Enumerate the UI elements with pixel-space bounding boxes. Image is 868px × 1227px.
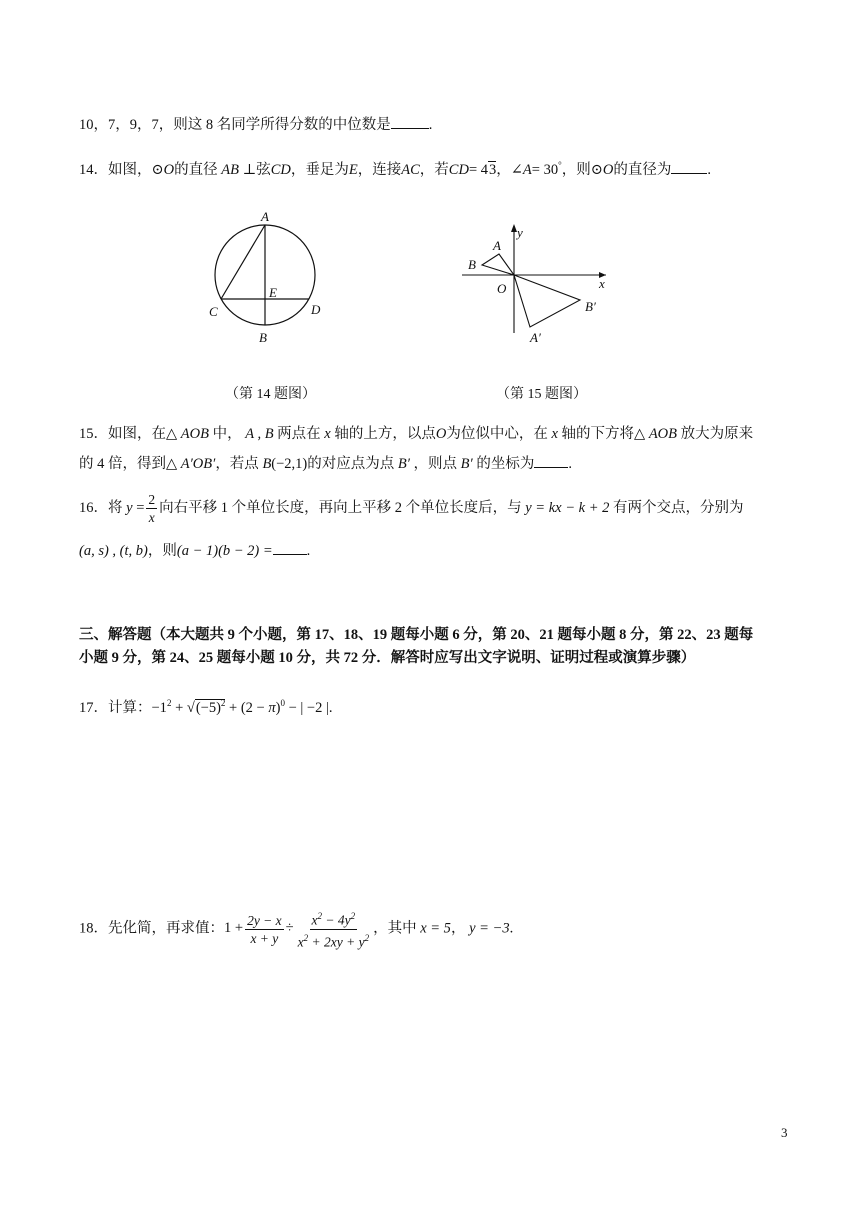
var-cd2: CD (448, 161, 469, 178)
q15-part: ，若点 (215, 456, 259, 472)
q14-part: ⊥弦 (242, 161, 271, 178)
fraction (146, 491, 157, 526)
q15-part: 为位似中心，在 (446, 426, 548, 442)
label-o: O (497, 281, 507, 296)
q15-line1 (79, 424, 753, 444)
answer-blank (671, 159, 707, 174)
q13-tail (79, 114, 432, 135)
frac-denominator: x (148, 510, 155, 526)
page-number: 3 (781, 1125, 788, 1140)
q17-end: . (328, 699, 333, 716)
q14-part: ，连接 (357, 161, 402, 178)
answer-blank (534, 453, 568, 468)
var-ab: AB (217, 161, 243, 178)
var-a-b: A , B (241, 426, 278, 442)
q16-line2 (79, 540, 310, 561)
q15-part: 中， (212, 426, 242, 442)
sqrt-value: 3 (489, 161, 497, 178)
y-value: y = −3 (469, 920, 510, 937)
var-y: y (122, 500, 137, 516)
q14-part: ，垂足为 (290, 161, 349, 178)
q14-part: 的直径 (174, 161, 218, 178)
q14-text (79, 155, 711, 180)
label-e: E (269, 285, 277, 300)
q14-part: 的直径为 (613, 161, 672, 178)
figure-14-circle (195, 205, 335, 350)
label-y: y (517, 225, 523, 240)
x-value: x = 5 (420, 920, 451, 937)
degree-sign: ° (558, 160, 562, 170)
label-d: D (311, 302, 321, 317)
q18-part: ，其中 (373, 920, 417, 937)
var-aob: AOB (177, 426, 213, 442)
expression: (a − 1)(b − 2) = (176, 543, 273, 559)
section-3-heading-line2: 小题 9 分，第 24、25 题每小题 10 分，共 72 分．解答时应写出文字说明、证明过程或演算步骤） (79, 650, 696, 666)
figure-15-coordinate (462, 220, 612, 350)
q16-part: 16．将 (79, 500, 123, 516)
frac-numerator: 2 (148, 492, 156, 508)
q16-part: 向右平移 1 个单位长度，再向上平移 2 个单位长度后，与 (159, 500, 522, 516)
var-e: E (348, 161, 358, 178)
q15-end: . (568, 456, 572, 472)
var-aob-prime: A′OB′ (177, 456, 216, 472)
q17-line (79, 693, 333, 718)
label-b: B (468, 257, 476, 272)
intersection-points: (a, s) , (t, b) (79, 543, 148, 559)
q13-text: 10，7，9，7，则这 8 名同学所得分数的中位数是 (79, 117, 391, 133)
q15-part: 放大为原来 (680, 426, 754, 442)
label-x: x (599, 276, 605, 291)
var-aob2: AOB (645, 426, 681, 442)
figure-14-caption: （第 14 题图） (225, 387, 316, 402)
q15-part: ，则点 (413, 456, 458, 472)
answer-blank (273, 540, 307, 555)
q17-expression: $-1^2 + √(-5)^2 + (2 - \pi)^0$ − | −2 | (151, 698, 329, 716)
section-3-heading-line1: 三、解答题（本大题共 9 个小题，第 17、18、19 题每小题 6 分，第 20、21 题每小题 8 分，第 22、23 题每 (79, 627, 754, 643)
var-x: x (320, 426, 335, 442)
q15-part: 两点在 (277, 426, 321, 442)
q15-part: 的对应点为点 (307, 456, 395, 472)
q14-part: = 4 (468, 161, 489, 178)
label-b-prime: B′ (585, 299, 596, 314)
label-a: A (261, 209, 269, 224)
figure-15-caption: （第 15 题图） (496, 387, 587, 402)
q14-part: ，∠ (496, 161, 523, 178)
var-o2: O (602, 161, 614, 178)
q14-part: 14．如图，⊙ (79, 161, 164, 178)
answer-blank (391, 114, 429, 129)
var-b: B (258, 456, 272, 472)
q14-part: = 30 (531, 161, 559, 178)
label-a-prime: A′ (530, 330, 541, 345)
q17-label: 17．计算： (79, 699, 152, 716)
q15-part: 轴的下方将△ (561, 426, 646, 442)
q16-end: . (306, 543, 311, 559)
q15-line2 (79, 453, 572, 474)
var-o: O (163, 161, 175, 178)
q18-expression: 1 + $\frac{2y - x}{x + y}$ ÷ $\frac{x^2 - 4y^2}{x^2 + 2xy + y^2}$ (224, 920, 373, 936)
var-o: O (435, 426, 447, 442)
q16-part: ，则 (147, 543, 177, 559)
q18-label: 18．先化简，再求值： (79, 920, 224, 937)
line-eq: y = kx − k + 2 (521, 500, 613, 516)
q13-end: . (428, 117, 433, 133)
q15-part: 的坐标为 (476, 456, 535, 472)
var-a: A (522, 161, 532, 178)
q15-part: 15．如图，在△ (79, 426, 178, 442)
var-b-prime2: B′ (457, 456, 477, 472)
q14-end: . (707, 161, 711, 178)
label-c: C (209, 304, 218, 319)
var-ac: AC (401, 161, 420, 178)
q14-part: ，若 (419, 161, 449, 178)
var-b-prime: B′ (394, 456, 414, 472)
q15-part: 的 4 倍，得到△ (79, 456, 178, 472)
var-cd: CD (270, 161, 291, 178)
label-b: B (259, 330, 267, 345)
label-a: A (493, 238, 501, 253)
q14-part: ，则⊙ (561, 161, 603, 178)
var-x2: x (547, 426, 562, 442)
q18-end: . (509, 920, 514, 937)
q16-line1: 16．将 y = $\frac{2}{x}$ 向右平移 1 个单位长度，再向上平移 2 个单位长度后，与 y = kx − k + 2 有两个交点，分别为 (79, 492, 744, 526)
point-coord: (−2,1) (271, 456, 308, 472)
q15-part: 轴的上方，以点 (334, 426, 436, 442)
q18-line: 18．先化简，再求值：1 + $\frac{2y - x}{x + y}$ ÷ $\frac{x^2 - 4y^2}{x^2 + 2xy + y^2}$ ，其中 x = 5， y = −3. (79, 908, 513, 950)
q16-part: 有两个交点，分别为 (612, 500, 744, 516)
